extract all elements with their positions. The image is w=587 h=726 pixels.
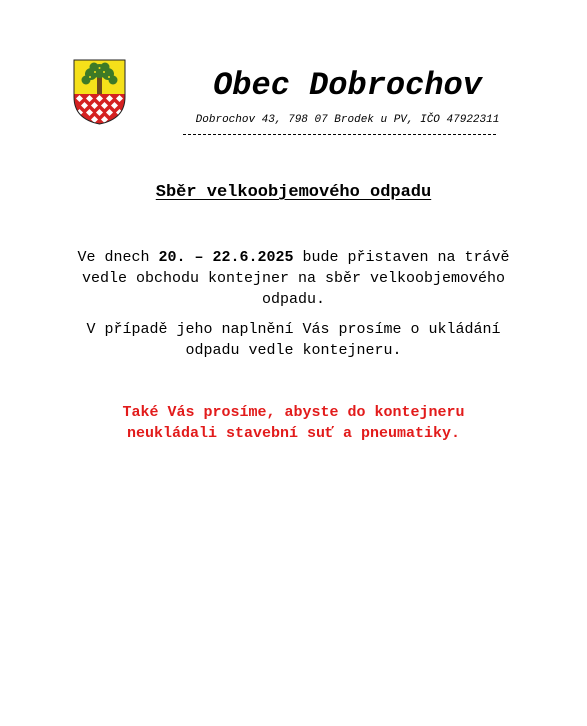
warning-line-1: Také Vás prosíme, abyste do kontejneru (122, 404, 465, 421)
notice-heading (0, 182, 587, 204)
notice-heading-text: Sběr velkoobjemového odpadu (155, 183, 432, 202)
header-divider (183, 134, 496, 135)
notice-paragraph-dates (60, 247, 527, 310)
paragraph-prefix: Ve dnech (77, 249, 159, 266)
warning-line-2: neukládali stavební suť a pneumatiky. (126, 425, 461, 442)
collection-dates: 20. – 22.6.2025 (158, 249, 294, 266)
notice-paragraph-overflow: V případě jeho naplnění Vás prosíme o ukládání odpadu vedle kontejneru. (86, 321, 501, 359)
warning-text (60, 402, 527, 444)
coat-of-arms-icon (73, 59, 126, 125)
municipality-address: Dobrochov 43, 798 07 Brodek u PV, IČO 47922311 (195, 114, 500, 126)
paragraph-suffix: bude přistaven na trávě vedle obchodu kontejner na sběr velkoobjemového odpadu. (81, 249, 510, 308)
page-title: Obec Dobrochov (213, 67, 482, 104)
